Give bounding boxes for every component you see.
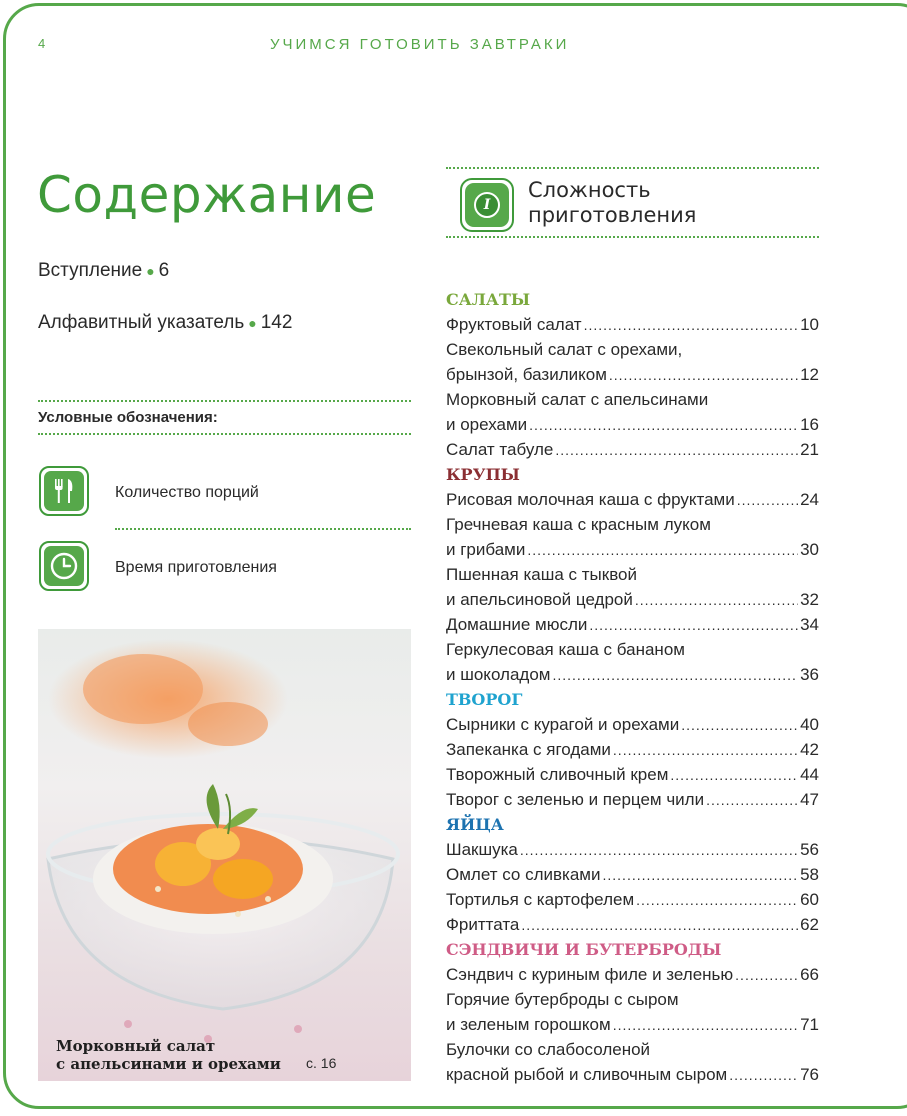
toc-entry[interactable] <box>446 612 819 637</box>
entry-page: 6 <box>158 260 170 281</box>
divider <box>446 167 819 169</box>
page-number: 12 <box>800 365 819 384</box>
recipe-title: Творожный сливочный крем <box>446 765 669 784</box>
page-number: 47 <box>800 790 819 809</box>
dot-leader <box>737 488 798 513</box>
entry-title: Вступление <box>38 260 143 281</box>
salad-bowl-illustration <box>38 629 411 1081</box>
dot-leader <box>729 1063 798 1088</box>
entry-page: 142 <box>260 312 293 333</box>
toc-entry-line[interactable] <box>446 637 819 662</box>
section-heading: КРУПЫ <box>446 465 520 484</box>
recipe-title: Фруктовый салат <box>446 315 582 334</box>
dot-leader <box>609 363 798 388</box>
complexity-line: приготовления <box>528 203 697 227</box>
recipe-title: Булочки со слабосоленой <box>446 1040 651 1059</box>
section-heading: ЯЙЦА <box>446 815 504 834</box>
toc-entry[interactable] <box>446 862 819 887</box>
dot-leader <box>636 888 798 913</box>
dot-leader <box>589 613 798 638</box>
page-number: 56 <box>800 840 819 859</box>
toc-entry-line[interactable] <box>446 1037 819 1062</box>
dot-leader <box>670 763 798 788</box>
dot-leader <box>521 913 798 938</box>
recipe-photo <box>38 629 411 1081</box>
dot-leader <box>527 538 798 563</box>
toc-entry-line[interactable] <box>446 987 819 1012</box>
recipe-title: Омлет со сливками <box>446 865 601 884</box>
recipe-title: Горячие бутерброды с сыром <box>446 990 679 1009</box>
toc-entry[interactable] <box>446 887 819 912</box>
page-number: 71 <box>800 1015 819 1034</box>
dot-leader <box>735 963 798 988</box>
page-number: 34 <box>800 615 819 634</box>
toc-entry[interactable] <box>446 312 819 337</box>
toc-entry-line[interactable] <box>446 387 819 412</box>
recipe-title: Фриттата <box>446 915 520 934</box>
legend-title: Условные обозначения: <box>38 409 218 426</box>
page-number: 4 <box>38 36 46 51</box>
recipe-title: Сэндвич с куриным филе и зеленью <box>446 965 734 984</box>
toc-entry-intro[interactable] <box>38 260 169 282</box>
toc-entry[interactable] <box>446 587 819 612</box>
recipe-title: Сырники с курагой и орехами <box>446 715 680 734</box>
complexity-level-number: I <box>474 192 500 218</box>
page-number: 42 <box>800 740 819 759</box>
page-title: Содержание <box>37 166 377 224</box>
photo-page-ref[interactable]: с. 16 <box>306 1055 337 1071</box>
recipe-title: Домашние мюсли <box>446 615 588 634</box>
page-number: 66 <box>800 965 819 984</box>
divider <box>38 433 411 435</box>
dot-leader <box>520 838 798 863</box>
recipe-title: брынзой, базиликом <box>446 365 607 384</box>
entry-title: Алфавитный указатель <box>38 312 245 333</box>
recipe-title: Рисовая молочная каша с фруктами <box>446 490 735 509</box>
toc-entry-line[interactable] <box>446 512 819 537</box>
dot-leader <box>603 863 799 888</box>
page-number: 32 <box>800 590 819 609</box>
page-number: 44 <box>800 765 819 784</box>
complexity-level-icon <box>460 178 514 232</box>
bullet-dot: ● <box>248 315 257 331</box>
dot-leader <box>613 1013 798 1038</box>
dot-leader <box>584 313 799 338</box>
dot-leader <box>613 738 798 763</box>
divider <box>115 528 411 530</box>
page-number: 40 <box>800 715 819 734</box>
page-number: 58 <box>800 865 819 884</box>
dot-leader <box>552 663 798 688</box>
legend-label-time: Время приготовления <box>115 559 277 576</box>
section-heading: СЭНДВИЧИ И БУТЕРБРОДЫ <box>446 940 722 959</box>
dot-leader <box>635 588 798 613</box>
caption-line: с апельсинами и орехами <box>56 1055 281 1073</box>
clock-icon <box>39 541 89 591</box>
page-number: 24 <box>800 490 819 509</box>
dot-leader <box>706 788 798 813</box>
toc-entry[interactable] <box>446 662 819 687</box>
page-number: 76 <box>800 1065 819 1084</box>
recipe-title: и апельсиновой цедрой <box>446 590 633 609</box>
bullet-dot: ● <box>146 263 155 279</box>
toc-entry[interactable] <box>446 1062 819 1087</box>
recipe-title: Свекольный салат с орехами, <box>446 340 683 359</box>
toc-entry-index[interactable] <box>38 312 292 334</box>
complexity-line: Сложность <box>528 178 651 202</box>
recipe-title: и грибами <box>446 540 526 559</box>
toc-entry[interactable] <box>446 487 819 512</box>
toc-entry[interactable] <box>446 1012 819 1037</box>
page-number: 10 <box>800 315 819 334</box>
recipe-title: Запеканка с ягодами <box>446 740 611 759</box>
dot-leader <box>681 713 798 738</box>
recipe-title: Шакшука <box>446 840 518 859</box>
section-heading: ТВОРОГ <box>446 690 523 709</box>
toc-entry-line[interactable] <box>446 337 819 362</box>
section-heading: САЛАТЫ <box>446 290 531 309</box>
toc-entry[interactable] <box>446 437 819 462</box>
caption-line: Морковный салат <box>56 1037 216 1055</box>
recipe-title: Морковный салат с апельсинами <box>446 390 709 409</box>
page-number: 16 <box>800 415 819 434</box>
recipe-title: Творог с зеленью и перцем чили <box>446 790 705 809</box>
divider <box>38 400 411 402</box>
recipe-title: Пшенная каша с тыквой <box>446 565 638 584</box>
toc-entry[interactable] <box>446 912 819 937</box>
photo-caption <box>56 1037 281 1073</box>
toc-entry[interactable] <box>446 787 819 812</box>
page-number: 62 <box>800 915 819 934</box>
toc-entry-line[interactable] <box>446 562 819 587</box>
recipe-title: Гречневая каша с красным луком <box>446 515 711 534</box>
recipe-title: Салат табуле <box>446 440 554 459</box>
toc-entry[interactable] <box>446 762 819 787</box>
running-title: УЧИМСЯ ГОТОВИТЬ ЗАВТРАКИ <box>270 36 570 53</box>
page-number: 21 <box>800 440 819 459</box>
toc-entry[interactable] <box>446 712 819 737</box>
toc-entry[interactable] <box>446 362 819 387</box>
divider <box>446 236 819 238</box>
recipe-title: красной рыбой и сливочным сыром <box>446 1065 728 1084</box>
toc-entry[interactable] <box>446 412 819 437</box>
page-number: 30 <box>800 540 819 559</box>
recipe-title: и зеленым горошком <box>446 1015 611 1034</box>
toc-entry[interactable] <box>446 537 819 562</box>
legend-label-servings: Количество порций <box>115 484 259 501</box>
recipe-title: Тортилья с картофелем <box>446 890 635 909</box>
dot-leader <box>555 438 798 463</box>
fork-knife-icon <box>39 466 89 516</box>
complexity-label <box>528 178 696 228</box>
recipe-title: и орехами <box>446 415 528 434</box>
toc-entry[interactable] <box>446 962 819 987</box>
table-of-contents <box>446 287 819 1087</box>
page-number: 36 <box>800 665 819 684</box>
page-number: 60 <box>800 890 819 909</box>
dot-leader <box>529 413 798 438</box>
toc-entry[interactable] <box>446 737 819 762</box>
recipe-title: Геркулесовая каша с бананом <box>446 640 685 659</box>
toc-entry[interactable] <box>446 837 819 862</box>
recipe-title: и шоколадом <box>446 665 551 684</box>
